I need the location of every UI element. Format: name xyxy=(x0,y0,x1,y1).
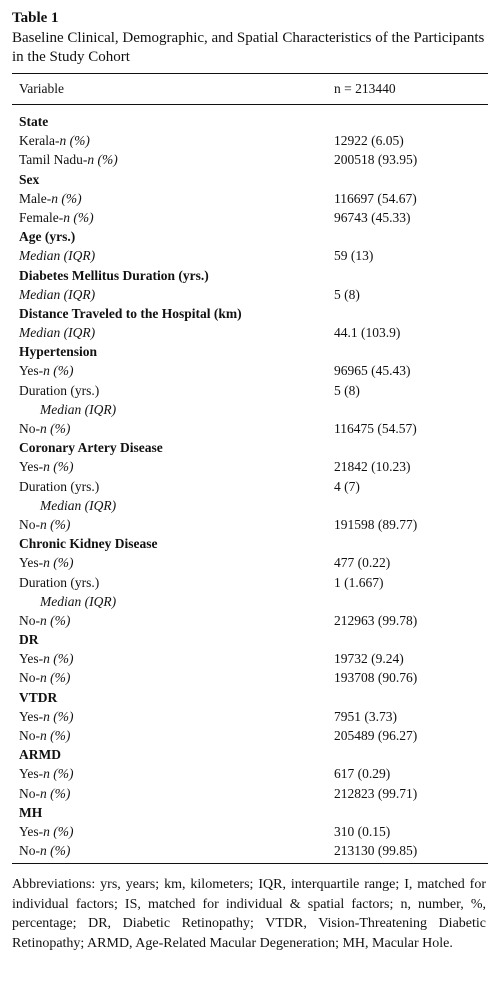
row-label: No xyxy=(19,516,36,532)
row-value: 477 (0.22) xyxy=(334,555,391,571)
row-unit: -n (%) xyxy=(38,766,74,782)
row-label: Yes xyxy=(19,651,39,667)
section-label: Sex xyxy=(19,171,40,187)
row-unit: -n (%) xyxy=(35,421,71,436)
row-value: 193708 (90.76) xyxy=(334,670,418,686)
row-label: Median (IQR) xyxy=(40,497,117,513)
row-value: 213130 (99.85) xyxy=(334,843,418,859)
section-label: MH xyxy=(19,804,43,820)
row-label: No xyxy=(19,612,36,628)
section-header-row xyxy=(12,112,488,131)
row-label: Yes xyxy=(19,363,39,379)
table-row xyxy=(12,841,488,860)
row-value: 59 (13) xyxy=(334,248,374,264)
row-value: 212963 (99.78) xyxy=(334,612,418,628)
row-value: 310 (0.15) xyxy=(334,823,391,839)
section-label: Coronary Artery Disease xyxy=(19,440,163,456)
row-label: Yes xyxy=(19,766,39,782)
section-label: DR xyxy=(19,632,39,648)
row-value: 212823 (99.71) xyxy=(334,785,418,801)
row-label: No xyxy=(19,728,36,743)
table-body xyxy=(12,105,488,860)
table-row xyxy=(12,381,488,400)
section-header-row xyxy=(12,438,488,457)
table-row xyxy=(12,592,488,611)
section-label: Hypertension xyxy=(19,344,98,360)
section-label: VTDR xyxy=(19,689,58,705)
table-row xyxy=(12,553,488,572)
table-row xyxy=(12,515,488,534)
section-header-row xyxy=(12,803,488,822)
row-label: Yes xyxy=(19,555,39,571)
table-label: Table 1 xyxy=(12,10,59,26)
row-label: No xyxy=(19,785,36,801)
row-label: Yes xyxy=(19,459,39,475)
section-header-row xyxy=(12,170,488,189)
row-label: Median (IQR) xyxy=(40,401,117,417)
table-row xyxy=(12,784,488,803)
row-value: 191598 (89.77) xyxy=(334,516,418,532)
table-row xyxy=(12,668,488,687)
table-row xyxy=(12,649,488,668)
row-label: Median (IQR) xyxy=(19,286,96,302)
header-variable: Variable xyxy=(19,81,64,96)
section-header-row xyxy=(12,534,488,553)
row-value: 12922 (6.05) xyxy=(334,133,404,149)
table-row xyxy=(12,285,488,304)
row-value: 5 (8) xyxy=(334,286,360,302)
row-unit: -n (%) xyxy=(35,728,71,743)
table-row xyxy=(12,361,488,380)
row-value: 200518 (93.95) xyxy=(334,152,418,168)
table-row xyxy=(12,131,488,150)
row-label: Male xyxy=(19,190,47,206)
row-label: No xyxy=(19,843,36,859)
row-value: 4 (7) xyxy=(334,478,360,494)
row-label: Kerala xyxy=(19,133,55,149)
row-label: Median (IQR) xyxy=(19,248,96,264)
row-value: 617 (0.29) xyxy=(334,766,391,782)
table-row xyxy=(12,496,488,515)
row-label: Duration (yrs.) xyxy=(19,574,100,590)
section-header-row xyxy=(12,304,488,323)
section-header-row xyxy=(12,745,488,764)
section-label: Chronic Kidney Disease xyxy=(19,536,158,552)
row-unit: -n (%) xyxy=(38,363,74,379)
table-row xyxy=(12,323,488,342)
table-row xyxy=(12,573,488,592)
row-value: 19732 (9.24) xyxy=(334,651,404,667)
row-unit: -n (%) xyxy=(38,823,74,839)
table-row xyxy=(12,726,488,745)
row-label: Median (IQR) xyxy=(40,593,117,609)
row-value: 21842 (10.23) xyxy=(334,459,411,475)
section-header-row xyxy=(12,630,488,649)
row-unit: -n (%) xyxy=(46,190,82,206)
row-value: 116475 (54.57) xyxy=(334,421,417,436)
row-unit: -n (%) xyxy=(35,843,71,859)
row-value: 44.1 (103.9) xyxy=(334,325,401,341)
row-label: Yes xyxy=(19,823,39,839)
section-label: Distance Traveled to the Hospital (km) xyxy=(19,305,242,321)
row-label: Tamil Nadu xyxy=(19,152,83,168)
row-label: No xyxy=(19,670,36,686)
row-label: Duration (yrs.) xyxy=(19,382,100,398)
row-label: No xyxy=(19,421,36,436)
row-unit: -n (%) xyxy=(58,209,94,225)
row-unit: -n (%) xyxy=(35,516,71,532)
table-row xyxy=(12,246,488,265)
row-value: 96965 (45.43) xyxy=(334,363,411,379)
table-footnote: Abbreviations: yrs, years; km, kilometers; IQR, interquartile range; I, matched for individual factors; IS, matched for individual & spatial factors; n, number, %, percentage; DR, Diabetic Retinopathy; VTDR, Vision-Threatening Diabetic Retinopathy; ARMD, Age-Related Macular Degeneration; MH, Macular Hole. xyxy=(12,877,486,951)
row-value: 1 (1.667) xyxy=(334,574,384,590)
table-row xyxy=(12,419,488,438)
bottom-rule xyxy=(12,863,488,864)
row-value: 116697 (54.67) xyxy=(334,190,417,206)
row-unit: -n (%) xyxy=(38,651,74,667)
row-label: Female xyxy=(19,209,59,225)
row-label: Median (IQR) xyxy=(19,325,96,341)
table-row xyxy=(12,764,488,783)
row-value: 7951 (3.73) xyxy=(334,708,397,724)
table-header-row xyxy=(12,74,488,104)
table-row xyxy=(12,477,488,496)
section-header-row xyxy=(12,227,488,246)
row-unit: -n (%) xyxy=(38,708,74,724)
table-row xyxy=(12,611,488,630)
table-row xyxy=(12,400,488,419)
table-row xyxy=(12,822,488,841)
row-unit: -n (%) xyxy=(35,612,71,628)
table-row xyxy=(12,208,488,227)
section-label: ARMD xyxy=(19,747,61,763)
section-header-row xyxy=(12,688,488,707)
row-value: 205489 (96.27) xyxy=(334,728,418,743)
section-header-row xyxy=(12,342,488,361)
row-unit: -n (%) xyxy=(35,670,71,686)
section-label: Diabetes Mellitus Duration (yrs.) xyxy=(19,267,209,283)
section-header-row xyxy=(12,266,488,285)
row-unit: -n (%) xyxy=(38,459,74,475)
row-unit: -n (%) xyxy=(54,133,90,149)
row-unit: -n (%) xyxy=(82,152,118,168)
row-label: Duration (yrs.) xyxy=(19,478,100,494)
header-value: n = 213440 xyxy=(334,81,396,96)
row-value: 96743 (45.33) xyxy=(334,209,411,225)
table-row xyxy=(12,189,488,208)
table-caption: Baseline Clinical, Demographic, and Spatial Characteristics of the Participants in the Study Cohort xyxy=(12,30,485,65)
table-row xyxy=(12,150,488,169)
row-unit: -n (%) xyxy=(35,785,71,801)
table-figure xyxy=(12,8,488,953)
row-label: Yes xyxy=(19,708,39,724)
section-label: Age (yrs.) xyxy=(19,229,76,245)
row-unit: -n (%) xyxy=(38,555,74,571)
table-row xyxy=(12,457,488,476)
table-row xyxy=(12,707,488,726)
section-label: State xyxy=(19,114,49,129)
row-value: 5 (8) xyxy=(334,382,360,398)
